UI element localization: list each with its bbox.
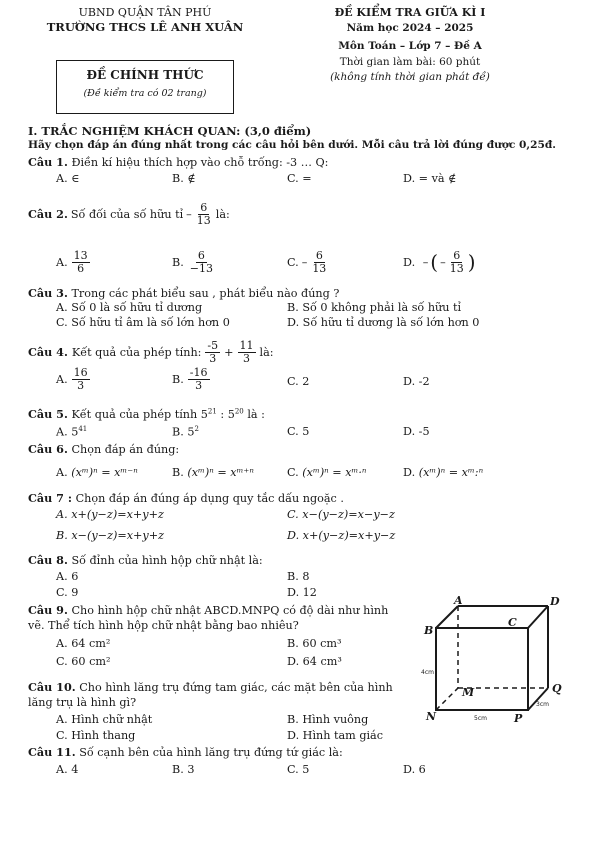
vertex-p: P [514,712,523,725]
q5-option-b[interactable]: B. $5^2$ [172,425,199,439]
q5-stem: Câu 5. Kết quả của phép tính $5^{21}$ : $5^{20}$ là : [28,407,265,421]
q7-option-b[interactable]: B. x−(y−z)=x+y+z [56,529,164,542]
q10-stem-line2: lăng trụ là hình gì? [28,696,137,709]
q10-option-b[interactable]: B. Hình vuông [287,713,369,726]
q9-stem-line2: vẽ. Thể tích hình hộp chữ nhật bằng bao nhiêu? [28,619,299,632]
q9-option-d[interactable]: D. 64 cm³ [287,655,342,668]
vertex-q: Q [552,682,562,695]
edge-cd [528,606,548,628]
q10-stem-line1: Câu 10. Cho hình lăng trụ đứng tam giác, các mặt bên của hình [28,680,393,694]
q9-option-b[interactable]: B. 60 cm³ [287,637,342,650]
school-name: TRƯỜNG THCS LÊ ANH XUÂN [46,20,244,34]
q2-option-b[interactable]: B. $\frac{6}{-13}$ [172,249,213,275]
exam-title: ĐỀ KIỂM TRA GIỮA KÌ I [334,6,486,19]
q8-option-c[interactable]: C. 9 [56,586,79,599]
q8-option-b[interactable]: B. 8 [287,570,310,583]
q4-option-a[interactable]: A. $\frac{16}{3}$ [56,366,88,392]
vertex-n: N [426,710,437,723]
q8-option-a[interactable]: A. 6 [56,570,79,583]
q9-option-a[interactable]: A. 64 cm² [56,637,111,650]
section-title: I. TRẮC NGHIỆM KHÁCH QUAN: (3,0 điểm) [28,124,312,138]
q4-option-c[interactable]: C. 2 [287,375,310,388]
q5-option-d[interactable]: D. -5 [403,425,430,438]
school-district: UBND QUẬN TÂN PHÚ [78,6,212,19]
q6-option-b[interactable]: B. (xᵐ)ⁿ = xᵐ⁺ⁿ [172,466,254,479]
subject: Môn Toán – Lớp 7 – Đề A [338,40,482,52]
q10-option-d[interactable]: D. Hình tam giác [287,729,383,742]
q9-stem-line1: Câu 9. Cho hình hộp chữ nhật ABCD.MNPQ có độ dài như hình [28,603,389,617]
q3-option-a[interactable]: A. Số 0 là số hữu tỉ dương [56,301,203,314]
q6-option-a[interactable]: A. (xᵐ)ⁿ = xᵐ⁻ⁿ [56,466,138,479]
q4-stem: Câu 4. Kết quả của phép tính: $\frac{-5}{3}$ + $\frac{11}{3}$ là: [28,339,274,365]
front-face [436,628,528,710]
q11-option-b[interactable]: B. 3 [172,763,195,776]
vertex-b: B [424,624,434,637]
q1-option-d[interactable]: D. = và ∉ [403,172,457,185]
q4-option-d[interactable]: D. -2 [403,375,430,388]
q8-stem: Câu 8. Số đỉnh của hình hộp chữ nhật là: [28,553,263,567]
q11-option-a[interactable]: A. 4 [56,763,79,776]
q1-option-b[interactable]: B. ∉ [172,172,196,185]
q7-option-c[interactable]: C. x−(y−z)=x−y−z [287,508,395,521]
vertex-m: M [462,686,475,699]
q11-option-d[interactable]: D. 6 [403,763,426,776]
time-note: (không tính thời gian phát đề) [330,71,490,83]
q9-option-c[interactable]: C. 60 cm² [56,655,111,668]
q7-option-d[interactable]: D. x+(y−z)=x+y−z [287,529,396,542]
vertex-c: C [508,616,517,629]
vertex-d: D [550,596,560,608]
cuboid-figure [418,596,568,726]
time-limit: Thời gian làm bài: 60 phút [339,56,481,68]
q2-option-c[interactable]: C. – $\frac{6}{13}$ [287,249,327,275]
vertex-a: A [454,596,463,607]
q1-option-a[interactable]: A. ∈ [56,172,80,185]
q6-option-c[interactable]: C. (xᵐ)ⁿ = xᵐ·ⁿ [287,466,367,479]
q10-option-a[interactable]: A. Hình chữ nhật [56,713,153,726]
q7-stem: Câu 7 : Chọn đáp án đúng áp dụng quy tắc dấu ngoặc . [28,491,344,505]
q5-option-c[interactable]: C. 5 [287,425,310,438]
q7-option-a[interactable]: A. x+(y−z)=x+y+z [56,508,164,521]
q1-stem: Câu 1. Điền kí hiệu thích hợp vào chỗ trống: -3 … Q: [28,155,329,169]
q11-stem: Câu 11. Số cạnh bên của hình lăng trụ đứng tứ giác là: [28,745,343,759]
q3-option-c[interactable]: C. Số hữu tỉ âm là số lớn hơn 0 [56,316,230,329]
q2-option-d[interactable]: D. – ( – $\frac{6}{13}$ ) [403,249,476,275]
q8-option-d[interactable]: D. 12 [287,586,317,599]
q2-stem: Câu 2. Số đối của số hữu tỉ – $\frac{6}{13}$ là: [28,201,230,227]
edge-nm-hidden [436,688,458,710]
q6-option-d[interactable]: D. (xᵐ)ⁿ = xᵐ:ⁿ [403,466,484,479]
edge-ba [436,606,458,628]
width-label: 5cm [474,715,487,722]
depth-label: 3cm [536,701,549,708]
q2-option-a[interactable]: A. $\frac{13}{6}$ [56,249,88,275]
official-label: ĐỀ CHÍNH THỨC [86,68,204,82]
q3-option-b[interactable]: B. Số 0 không phải là số hữu tỉ [287,301,462,314]
section-instruction: Hãy chọn đáp án đúng nhất trong các câu hỏi bên dưới. Mỗi câu trả lời đúng được 0,25đ. [28,139,556,151]
q4-option-b[interactable]: B. $\frac{-16}{3}$ [172,366,208,392]
school-year: Năm học 2024 – 2025 [346,22,474,34]
height-label: 4cm [421,669,434,676]
q3-option-d[interactable]: D. Số hữu tỉ dương là số lớn hơn 0 [287,316,480,329]
q1-option-c[interactable]: C. = [287,172,312,185]
q3-stem: Câu 3. Trong các phát biểu sau , phát biểu nào đúng ? [28,286,340,300]
q10-option-c[interactable]: C. Hình thang [56,729,136,742]
q5-option-a[interactable]: A. $5^{41}$ [56,425,88,439]
official-note: (Đề kiểm tra có 02 trang) [83,88,207,99]
q6-stem: Câu 6. Chọn đáp án đúng: [28,442,180,456]
q11-option-c[interactable]: C. 5 [287,763,310,776]
